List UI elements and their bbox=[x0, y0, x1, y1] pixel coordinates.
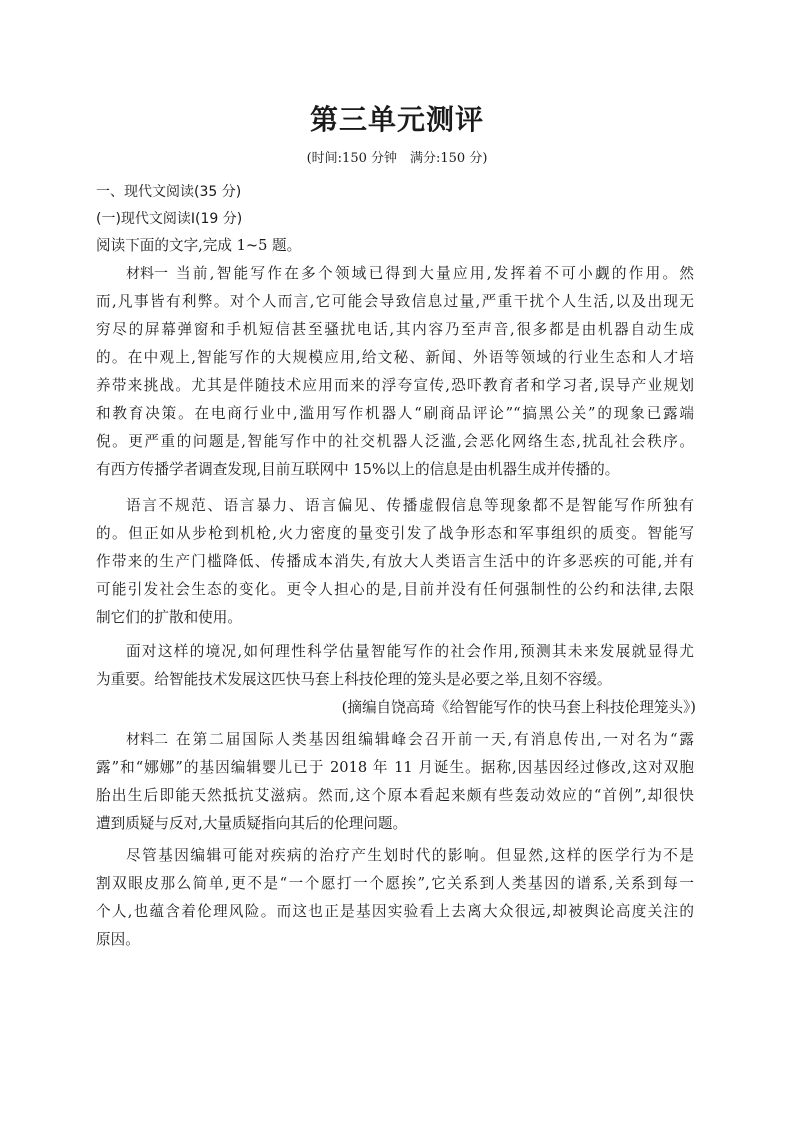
paragraph-line: 养带来挑战。尤其是伴随技术应用而来的浮夸宣传,恐吓教育者和学习者,误导产业规划 bbox=[96, 377, 694, 394]
paragraph-line: 作带来的生产门槛降低、传播成本消失,有放大人类语言生活中的许多恶疾的可能,并有 bbox=[96, 553, 694, 570]
material2-first-line bbox=[126, 730, 694, 750]
paragraph-line: 的。但正如从步枪到机枪,火力密度的量变引发了战争形态和军事组织的质变。智能写 bbox=[96, 525, 694, 542]
exam-time-info: (时间:150 分钟 满分:150 分) bbox=[306, 151, 488, 166]
paragraph-line: 语言不规范、语言暴力、语言偏见、传播虚假信息等现象都不是智能写作所独有 bbox=[126, 497, 694, 514]
material1-first-line bbox=[126, 264, 694, 284]
paragraph-line: 和教育决策。在电商行业中,滥用写作机器人“刷商品评论”“搞黑公关”的现象已露端 bbox=[96, 405, 694, 422]
paragraph-line: 的。在中观上,智能写作的大规模应用,给文秘、新闻、外语等领域的行业生态和人才培 bbox=[96, 349, 694, 366]
material1-source: (摘编自饶高琦《给智能写作的快马套上科技伦理笼头》) bbox=[341, 699, 696, 716]
paragraph-line: 面对这样的境况,如何理性科学估量智能写作的社会作用,预测其未来发展就显得尤 bbox=[126, 643, 694, 660]
paragraph-line: 有西方传播学者调查发现,目前互联网中 15%以上的信息是由机器生成并传播的。 bbox=[96, 461, 620, 478]
material1-label: 材料一 bbox=[126, 266, 168, 282]
paragraph-line: 露”和“娜娜”的基因编辑婴儿已于 2018 年 11 月诞生。据称,因基因经过修改,这对双胞 bbox=[96, 759, 694, 776]
paragraph-line: 为重要。给智能技术发展这匹快马套上科技伦理的笼头是必要之举,且刻不容缓。 bbox=[96, 671, 612, 688]
paragraph-line: 可能引发社会生态的变化。更令人担心的是,目前并没有任何强制性的公约和法律,去限 bbox=[96, 581, 694, 598]
subsection-heading: (一)现代文阅读Ⅰ(19 分) bbox=[96, 211, 243, 227]
page-title: 第三单元测评 bbox=[309, 103, 484, 136]
material2-label: 材料二 bbox=[126, 732, 168, 748]
paragraph-line: 尽管基因编辑可能对疾病的治疗产生划时代的影响。但显然,这样的医学行为不是 bbox=[126, 847, 694, 864]
paragraph-line: 在第二届国际人类基因组编辑峰会召开前一天,有消息传出,一对名为“露 bbox=[176, 731, 694, 748]
paragraph-line: 当前,智能写作在多个领域已得到大量应用,发挥着不可小觑的作用。然 bbox=[176, 265, 694, 282]
section-heading: 一、现代文阅读(35 分) bbox=[96, 184, 242, 200]
paragraph-line: 个人,也蕴含着伦理风险。而这也正是基因实验看上去离大众很远,却被舆论高度关注的 bbox=[96, 903, 694, 920]
paragraph-line: 倪。更严重的问题是,智能写作中的社交机器人泛滥,会恶化网络生态,扰乱社会秩序。 bbox=[96, 433, 694, 450]
paragraph-line: 割双眼皮那么简单,更不是“一个愿打一个愿挨”,它关系到人类基因的谱系,关系到每一 bbox=[96, 875, 694, 892]
paragraph-line: 原因。 bbox=[96, 931, 140, 948]
instruction-text: 阅读下面的文字,完成 1~5 题。 bbox=[96, 237, 302, 254]
paragraph-line: 胎出生后即能天然抵抗艾滋病。然而,这个原本看起来颇有些轰动效应的“首例”,却很快 bbox=[96, 787, 694, 804]
paragraph-line: 制它们的扩散和使用。 bbox=[96, 609, 242, 626]
paragraph-line: 遭到质疑与反对,大量质疑指向其后的伦理问题。 bbox=[96, 815, 408, 832]
paragraph-line: 穷尽的屏幕弹窗和手机短信甚至骚扰电话,其内容乃至声音,很多都是由机器自动生成 bbox=[96, 321, 694, 338]
paragraph-line: 而,凡事皆有利弊。对个人而言,它可能会导致信息过量,严重干扰个人生活,以及出现无 bbox=[96, 293, 694, 310]
